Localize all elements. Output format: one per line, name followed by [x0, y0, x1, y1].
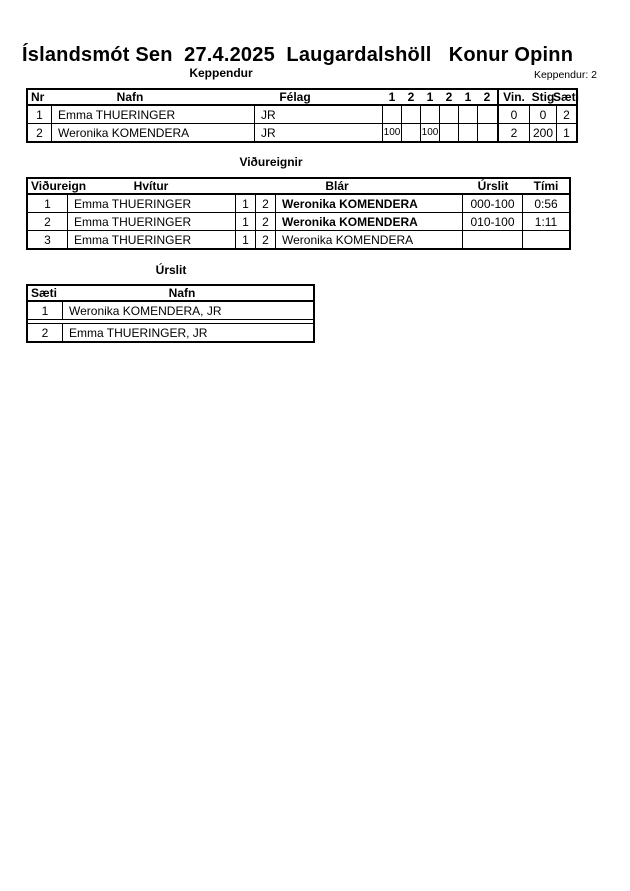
cell-bout-nr: 2 — [28, 213, 68, 230]
cell-vin: 2 — [497, 124, 530, 141]
keppendur-table — [26, 88, 578, 143]
cell-saeti: 2 — [28, 324, 63, 341]
cell-hvitur-num: 1 — [236, 231, 256, 248]
cell-saeti: 1 — [563, 125, 570, 140]
section-title-vidureignir: Viðureignir — [239, 155, 303, 169]
cell-saeti: 2 — [563, 107, 570, 122]
cell-timi: 1:11 — [534, 214, 558, 229]
cell-hvitur: Emma THUERINGER — [68, 231, 236, 248]
keppendur-table-header — [28, 90, 580, 106]
vidureignir-table — [26, 177, 571, 250]
cell-stig: 200 — [530, 124, 557, 141]
section-title-keppendur: Keppendur — [189, 66, 253, 80]
cell-urslit: 000-100 — [463, 195, 523, 212]
col-header-nafn: Nafn — [168, 286, 196, 300]
cell-saeti: 1 — [28, 302, 63, 319]
cell-blar-num: 2 — [256, 231, 276, 248]
cell-score — [459, 124, 478, 141]
cell-blar-num: 2 — [256, 195, 276, 212]
cell-hvitur-num: 1 — [236, 213, 256, 230]
cell-stig: 0 — [530, 106, 557, 123]
cell-vin: 0 — [497, 106, 530, 123]
header-divider — [497, 90, 499, 104]
competitor-count: Keppendur: 2 — [533, 69, 597, 81]
cell-score — [402, 124, 421, 141]
bout-row — [28, 212, 569, 230]
col-header-timi: Tími — [533, 179, 559, 193]
col-header-blar: Blár — [325, 179, 349, 193]
col-header-round-4: 2 — [445, 90, 453, 104]
col-header-stig: Stig — [531, 90, 555, 104]
cell-score: 100 — [383, 124, 402, 141]
cell-timi: 0:56 — [534, 196, 558, 211]
cell-score — [478, 106, 497, 123]
cell-score: 100 — [421, 124, 440, 141]
bout-row — [28, 195, 569, 212]
page-title: Íslandsmót Sen 27.4.2025 Laugardalshöll Konur Opinn — [22, 44, 574, 66]
col-header-round-3: 1 — [426, 90, 434, 104]
cell-urslit — [463, 231, 523, 248]
col-header-saeti: Sæti — [552, 90, 580, 104]
col-header-round-5: 1 — [464, 90, 472, 104]
cell-nafn: Weronika KOMENDERA, JR — [69, 303, 222, 318]
cell-nafn: Emma THUERINGER, JR — [69, 325, 208, 340]
cell-blar-num: 2 — [256, 213, 276, 230]
cell-score — [440, 124, 459, 141]
competitor-row — [28, 123, 576, 141]
cell-nafn: Emma THUERINGER — [52, 106, 255, 123]
col-header-urslit: Úrslit — [477, 179, 509, 193]
bout-row — [28, 230, 569, 248]
standing-row — [28, 323, 313, 341]
cell-hvitur: Emma THUERINGER — [68, 213, 236, 230]
vidureignir-table-header — [28, 179, 569, 195]
col-header-round-2: 2 — [407, 90, 415, 104]
standing-row — [28, 302, 313, 320]
cell-blar: Weronika KOMENDERA — [276, 195, 463, 212]
cell-urslit: 010-100 — [463, 213, 523, 230]
competitor-row — [28, 106, 576, 123]
urslit-table — [26, 284, 315, 343]
col-header-hvitur: Hvítur — [133, 179, 169, 193]
col-header-saeti: Sæti — [31, 286, 58, 300]
cell-score — [478, 124, 497, 141]
section-title-urslit: Úrslit — [155, 263, 187, 277]
cell-hvitur: Emma THUERINGER — [68, 195, 236, 212]
col-header-vin: Vin. — [503, 90, 525, 104]
cell-nafn: Weronika KOMENDERA — [52, 124, 255, 141]
urslit-table-header — [28, 286, 313, 302]
cell-score — [402, 106, 421, 123]
cell-score — [440, 106, 459, 123]
cell-blar: Weronika KOMENDERA — [276, 231, 463, 248]
cell-score — [421, 106, 440, 123]
cell-timi — [523, 231, 569, 248]
cell-felag: JR — [255, 106, 383, 123]
cell-bout-nr: 1 — [28, 195, 68, 212]
col-header-nr: Nr — [31, 90, 45, 104]
cell-score — [383, 106, 402, 123]
cell-nr: 1 — [28, 106, 52, 123]
cell-bout-nr: 3 — [28, 231, 68, 248]
col-header-round-1: 1 — [388, 90, 396, 104]
col-header-nafn: Nafn — [116, 90, 144, 104]
col-header-felag: Félag — [279, 90, 311, 104]
cell-nr: 2 — [28, 124, 52, 141]
cell-score — [459, 106, 478, 123]
cell-hvitur-num: 1 — [236, 195, 256, 212]
col-header-round-6: 2 — [483, 90, 491, 104]
cell-felag: JR — [255, 124, 383, 141]
col-header-vidureign: Viðureign — [31, 179, 87, 193]
cell-blar: Weronika KOMENDERA — [276, 213, 463, 230]
